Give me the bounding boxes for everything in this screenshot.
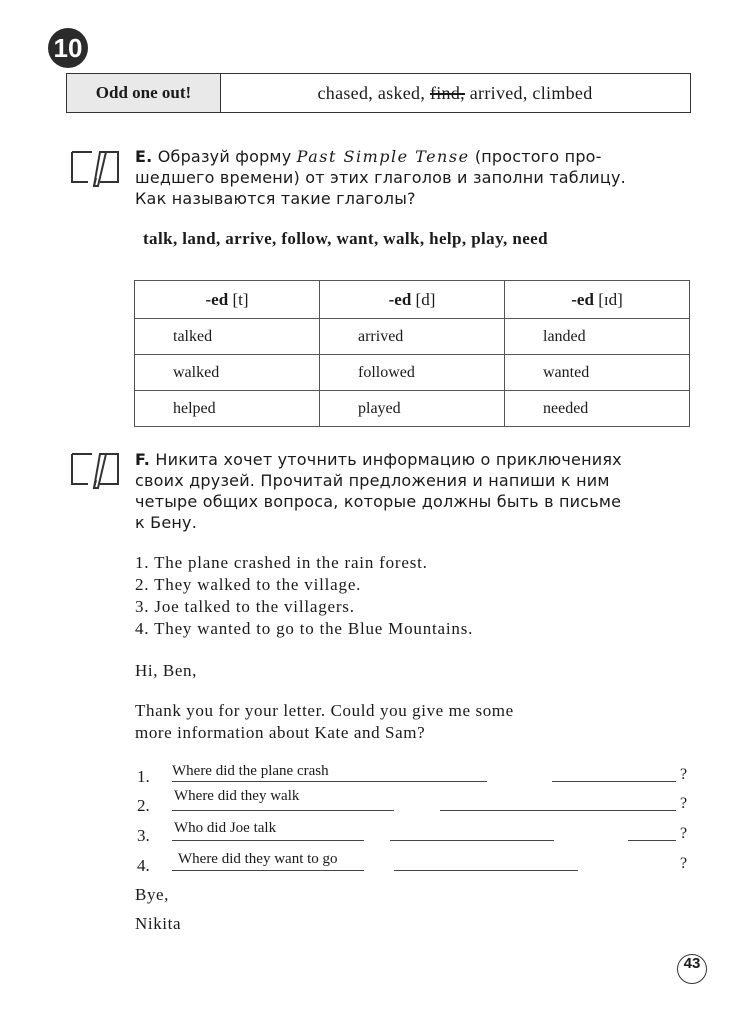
table-cell: walked: [135, 355, 320, 391]
question-number: 3.: [137, 826, 150, 845]
table-cell: played: [320, 391, 505, 427]
task-f-letter: F.: [135, 450, 151, 469]
question-mark: ?: [680, 855, 688, 872]
task-f-line-2: своих друзей. Прочитай предложения и напиши к ним: [135, 471, 610, 490]
list-item: 3. Joe talked to the villagers.: [135, 597, 355, 616]
header-ed-id: -ed [ɪd]: [505, 281, 690, 319]
task-e-text-2: (простого про-: [474, 147, 602, 166]
page-number: 43: [677, 954, 707, 984]
list-item: 4. They wanted to go to the Blue Mountains.: [135, 619, 474, 638]
task-e-instructions: [135, 146, 695, 209]
table-cell: followed: [320, 355, 505, 391]
odd-one-out-label: Odd one out!: [67, 74, 221, 112]
answer-line: [172, 870, 364, 871]
letter-closing: Bye,: [135, 885, 170, 904]
task-f-line-1: Никита хочет уточнить информацию о приключениях: [155, 450, 622, 469]
task-f-line-4: к Бену.: [135, 513, 197, 532]
unit-number-badge: 10: [48, 28, 88, 68]
letter-body-line-2: more information about Kate and Sam?: [135, 723, 426, 742]
question-number: 4.: [137, 856, 150, 875]
odd-words-after: arrived, climbed: [469, 83, 593, 103]
answer-line: [172, 840, 364, 841]
answer-line: [552, 781, 676, 782]
answer-line: [390, 840, 554, 841]
table-cell: talked: [135, 319, 320, 355]
verb-list: talk, land, arrive, follow, want, walk, help, play, need: [143, 229, 548, 248]
pencil-icon-e: [66, 148, 124, 193]
task-f-line-3: четыре общих вопроса, которые должны быть в письме: [135, 492, 622, 511]
answer-line: [172, 781, 487, 782]
table-cell: helped: [135, 391, 320, 427]
ed-endings-table: [134, 280, 690, 427]
task-e-letter: E.: [135, 147, 153, 166]
header-ed-t: -ed [t]: [135, 281, 320, 319]
task-e-line-2: шедшего времени) от этих глаголов и заполни таблицу.: [135, 168, 626, 187]
odd-one-out-words: [220, 74, 690, 112]
list-item: 2. They walked to the village.: [135, 575, 362, 594]
sentence-list: [135, 552, 473, 640]
table-cell: arrived: [320, 319, 505, 355]
task-e-line-3: Как называются такие глаголы?: [135, 189, 416, 208]
task-e-tense-name: Past Simple Tense: [296, 147, 470, 166]
question-number: 1.: [137, 767, 150, 786]
letter-body-line-1: Thank you for your letter. Could you give me some: [135, 701, 514, 720]
answer-line: [440, 810, 676, 811]
answer-line: [172, 810, 394, 811]
header-ed-d: -ed [d]: [320, 281, 505, 319]
list-item: 1. The plane crashed in the rain forest.: [135, 553, 428, 572]
question-mark: ?: [680, 825, 688, 842]
table-row: [135, 355, 690, 391]
question-answer[interactable]: Where did the plane crash: [172, 763, 329, 779]
table-cell: landed: [505, 319, 690, 355]
question-number: 2.: [137, 796, 150, 815]
table-row: [135, 319, 690, 355]
table-cell: wanted: [505, 355, 690, 391]
odd-one-out-box: [66, 73, 691, 113]
answer-line: [628, 840, 676, 841]
task-f-instructions: [135, 449, 695, 533]
letter-greeting: Hi, Ben,: [135, 661, 197, 680]
table-header-row: [135, 281, 690, 319]
table-row: [135, 391, 690, 427]
pencil-icon-f: [66, 450, 124, 495]
question-mark: ?: [680, 795, 688, 812]
table-cell: needed: [505, 391, 690, 427]
question-answer[interactable]: Where did they walk: [174, 788, 300, 804]
answer-line: [394, 870, 578, 871]
odd-words-before: chased, asked,: [317, 83, 426, 103]
task-e-text-1: Образуй форму: [157, 147, 292, 166]
letter-signature: Nikita: [135, 914, 182, 933]
question-answer[interactable]: Who did Joe talk: [174, 820, 277, 836]
question-mark: ?: [680, 766, 688, 783]
crossed-out-word: find,: [429, 83, 465, 103]
question-answer[interactable]: Where did they want to go: [178, 851, 338, 867]
